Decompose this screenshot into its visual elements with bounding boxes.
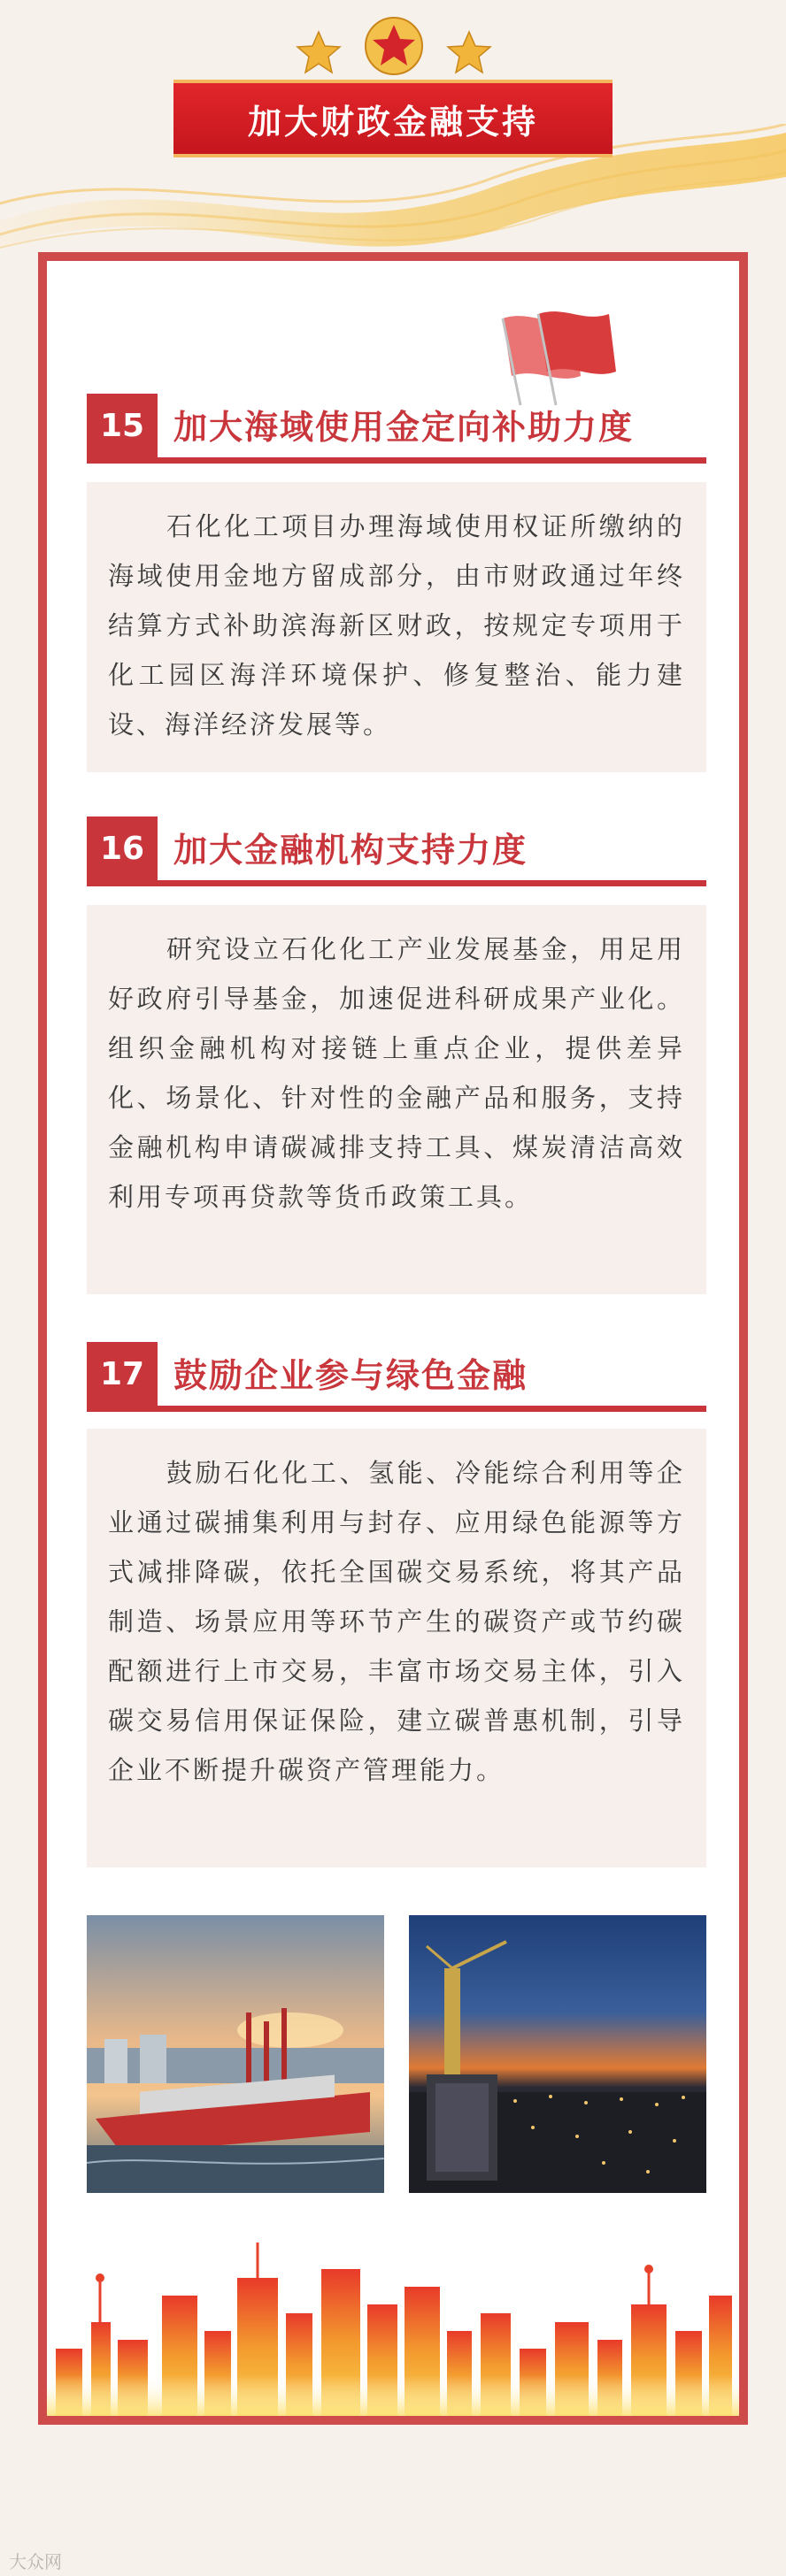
section-paragraph: 研究设立石化化工产业发展基金，用足用好政府引导基金，加速促进科研成果产业化。组织金融机构对接链上重点企业，提供差异化、场景化、针对性的金融产品和服务，支持金融机构申请碳减排支持工具、煤炭清洁高效利用专项再贷款等货币政策工具。 (108, 934, 685, 1212)
section-divider (87, 1406, 706, 1412)
section-title: 加大金融机构支持力度 (173, 831, 528, 870)
content-frame (38, 252, 748, 2425)
section-header-17 (87, 1342, 706, 1414)
photo-lng-carrier (87, 1915, 384, 2193)
section-number: 16 (87, 816, 158, 880)
section-divider (87, 457, 706, 464)
section-title: 鼓励企业参与绿色金融 (173, 1356, 528, 1395)
section-paragraph: 鼓励石化化工、氢能、冷能综合利用等企业通过碳捕集利用与封存、应用绿色能源等方式减排降碳，依托全国碳交易系统，将其产品制造、场景应用等环节产生的碳资产或节约碳配额进行上市交易，丰富市场交易主体，引入碳交易信用保证保险，建立碳普惠机制，引导企业不断提升碳资产管理能力。 (108, 1458, 685, 1785)
section-number: 17 (87, 1342, 158, 1406)
star-icon (448, 32, 490, 73)
section-body-17 (87, 1429, 706, 1867)
section-header-16 (87, 816, 706, 889)
photo-construction-crane (409, 1915, 706, 2193)
section-title: 加大海域使用金定向补助力度 (173, 408, 635, 447)
section-body-16 (87, 905, 706, 1294)
star-icon (366, 18, 422, 74)
page-title: 加大财政金融支持 (247, 102, 538, 142)
watermark: 大众网 (9, 2551, 62, 2572)
city-skyline-decoration (47, 2242, 739, 2416)
section-header-15 (87, 394, 706, 466)
star-icon (297, 32, 340, 73)
red-flag-icon (476, 301, 644, 407)
section-paragraph: 石化化工项目办理海域使用权证所缴纳的海域使用金地方留成部分，由市财政通过年终结算方式补助滨海新区财政，按规定专项用于化工园区海洋环境保护、修复整治、能力建设、海洋经济发展等。 (108, 511, 685, 740)
section-body-15 (87, 482, 706, 772)
section-number: 15 (87, 394, 158, 457)
title-banner (173, 80, 613, 157)
section-divider (87, 880, 706, 886)
stars-decoration (283, 9, 505, 80)
header (0, 0, 786, 257)
